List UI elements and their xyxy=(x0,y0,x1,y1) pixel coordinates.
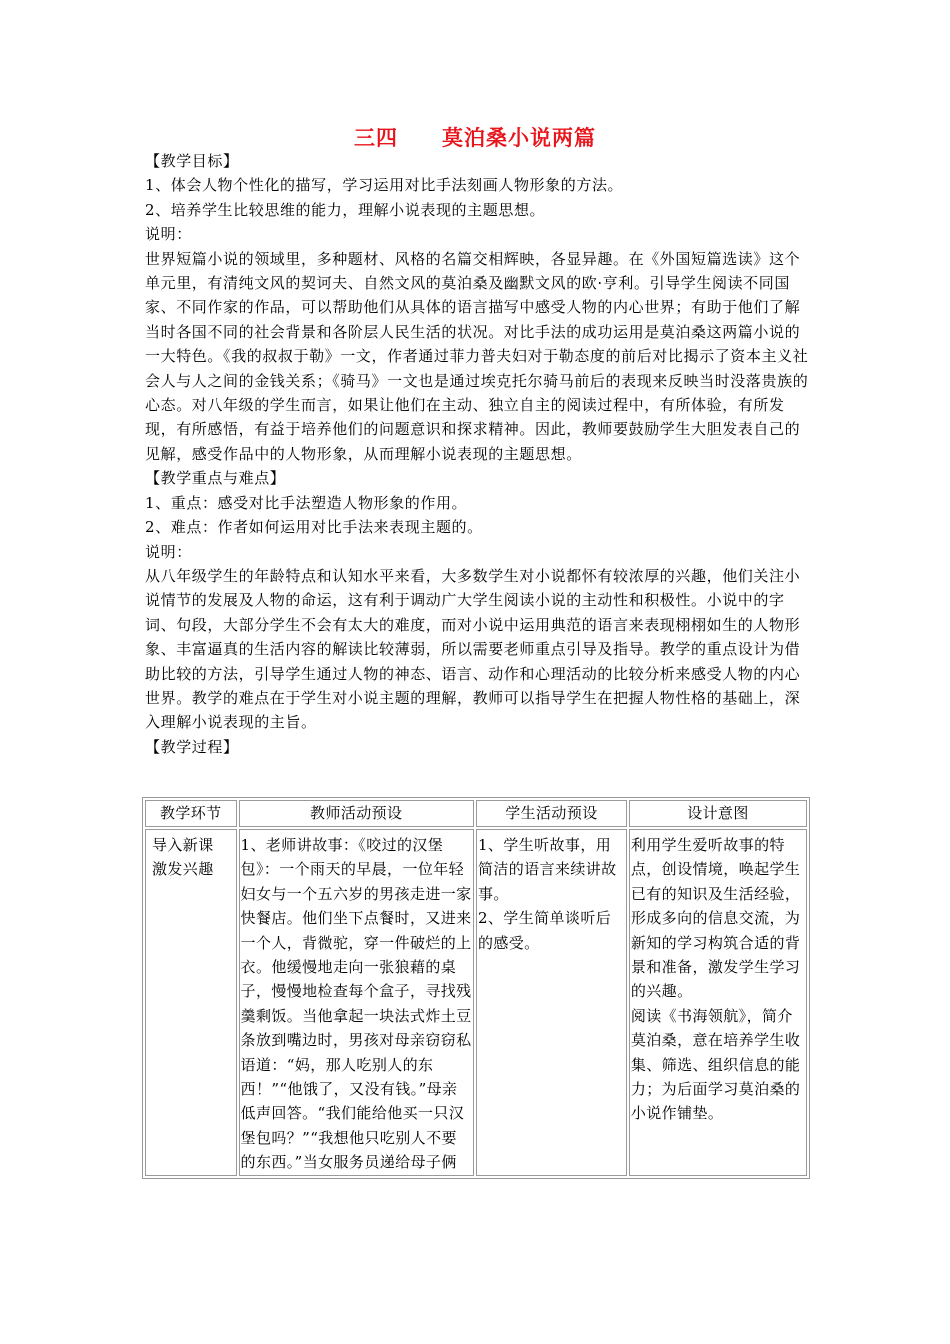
key-point-item: 2、难点：作者如何运用对比手法来表现主题的。 xyxy=(145,518,483,537)
goals-note-paragraph: 世界短篇小说的领域里，多种题材、风格的名篇交相辉映，各显异趣。在《外国短篇选读》这个单元里，有清纯文风的契诃夫、自然文风的莫泊桑及幽默文风的欧·亨利。引导学生阅读不同国家、不同作家的作品，可以帮助他们从具体的语言描写中感受人物的内心世界；有助于他们了解当时各国不同的社会背景和各阶层人民生活的状况。对比手法的成功运用是莫泊桑这两篇小说的一大特色。《我的叔叔于勒》一文，作者通过菲力普夫妇对于勒态度的前后对比揭示了资本主义社会人与人之间的金钱关系；《骑马》一文也是通过埃克托尔骑马前后的表现来反映当时没落贵族的心态。对八年级的学生而言，如果让他们在主动、独立自主的阅读过程中，有所体验，有所发现，有所感悟，有益于培养他们的问题意识和探求精神。因此，教师要鼓励学生大胆发表自己的见解，感受作品中的人物形象，从而理解小说表现的主题思想。 xyxy=(145,249,809,463)
stage-cell xyxy=(145,829,237,1176)
design-intent-cell xyxy=(629,829,807,1176)
key-point-item: 1、重点：感受对比手法塑造人物形象的作用。 xyxy=(145,493,468,512)
teacher-activity-text: 1、老师讲故事：《咬过的汉堡包》：一个雨天的早晨，一位年轻妇女与一个五六岁的男孩走进一家快餐店。他们坐下点餐时，又进来一个人，背微驼，穿一件破烂的上衣。他缓慢地走向一张狼藉的桌子，慢慢地检查每个盒子，寻找残羹剩饭。当他拿起一块法式炸土豆条放到嘴边时，男孩对母亲窃窃私语道：“妈，那人吃别人的东西！”“他饿了，又没有钱。”母亲低声回答。“我们能给他买一只汉堡包吗？”“我想他只吃别人不要的东西。”当女服务员递给母子俩 xyxy=(240,836,472,1172)
table-row xyxy=(145,829,807,1176)
goals-note-label: 说明： xyxy=(145,225,192,244)
key-note-label: 说明： xyxy=(145,542,192,561)
process-heading: 【教学过程】 xyxy=(145,737,239,756)
stage-line: 激发兴趣 xyxy=(152,860,214,879)
goal-item: 2、培养学生比较思维的能力，理解小说表现的主题思想。 xyxy=(145,200,546,219)
key-note-paragraph: 从八年级学生的年龄特点和认知水平来看，大多数学生对小说都怀有较浓厚的兴趣，他们关注小说情节的发展及人物的命运，这有利于调动广大学生阅读小说的主动性和积极性。小说中的字词、句段，大部分学生不会有太大的难度，而对小说中运用典范的语言来表现栩栩如生的人物形象、丰富逼真的生活内容的解读比较薄弱，所以需要老师重点引导及指导。教学的重点设计为借助比较的方法，引导学生通过人物的神态、语言、动作和心理活动的比较分析来感受人物的内心世界。教学的难点在于学生对小说主题的理解，教师可以指导学生在把握人物性格的基础上，深入理解小说表现的主旨。 xyxy=(145,566,801,732)
header-student-activity: 学生活动预设 xyxy=(476,800,627,827)
key-points-heading: 【教学重点与难点】 xyxy=(145,469,286,488)
header-stage: 教学环节 xyxy=(145,800,237,827)
student-activity-item: 1、学生听故事，用简洁的语言来续讲故事。 xyxy=(477,836,617,903)
document-body xyxy=(145,149,810,759)
teacher-activity-cell xyxy=(239,829,474,1176)
header-teacher-activity: 教师活动预设 xyxy=(239,800,474,827)
design-intent-text: 利用学生爱听故事的特点，创设情境，唤起学生已有的知识及生活经验，形成多向的信息交流，为新知的学习构筑合适的背景和准备，激发学生学习的兴趣。 xyxy=(630,836,801,1001)
table-header-row xyxy=(145,800,807,827)
student-activity-item: 2、学生简单谈听后的感受。 xyxy=(477,909,612,952)
teaching-process-table xyxy=(142,797,810,1179)
goals-heading: 【教学目标】 xyxy=(145,152,239,170)
student-activity-cell xyxy=(476,829,627,1176)
header-design-intent: 设计意图 xyxy=(629,800,807,827)
design-intent-text: 阅读《书海领航》，简介莫泊桑，意在培养学生收集、筛选、组织信息的能力；为后面学习莫泊桑的小说作铺垫。 xyxy=(630,1006,801,1123)
stage-line: 导入新课 xyxy=(152,836,214,854)
document-title: 三四 莫泊桑小说两篇 xyxy=(354,125,596,150)
goal-item: 1、体会人物个性化的描写，学习运用对比手法刻画人物形象的方法。 xyxy=(145,176,624,195)
